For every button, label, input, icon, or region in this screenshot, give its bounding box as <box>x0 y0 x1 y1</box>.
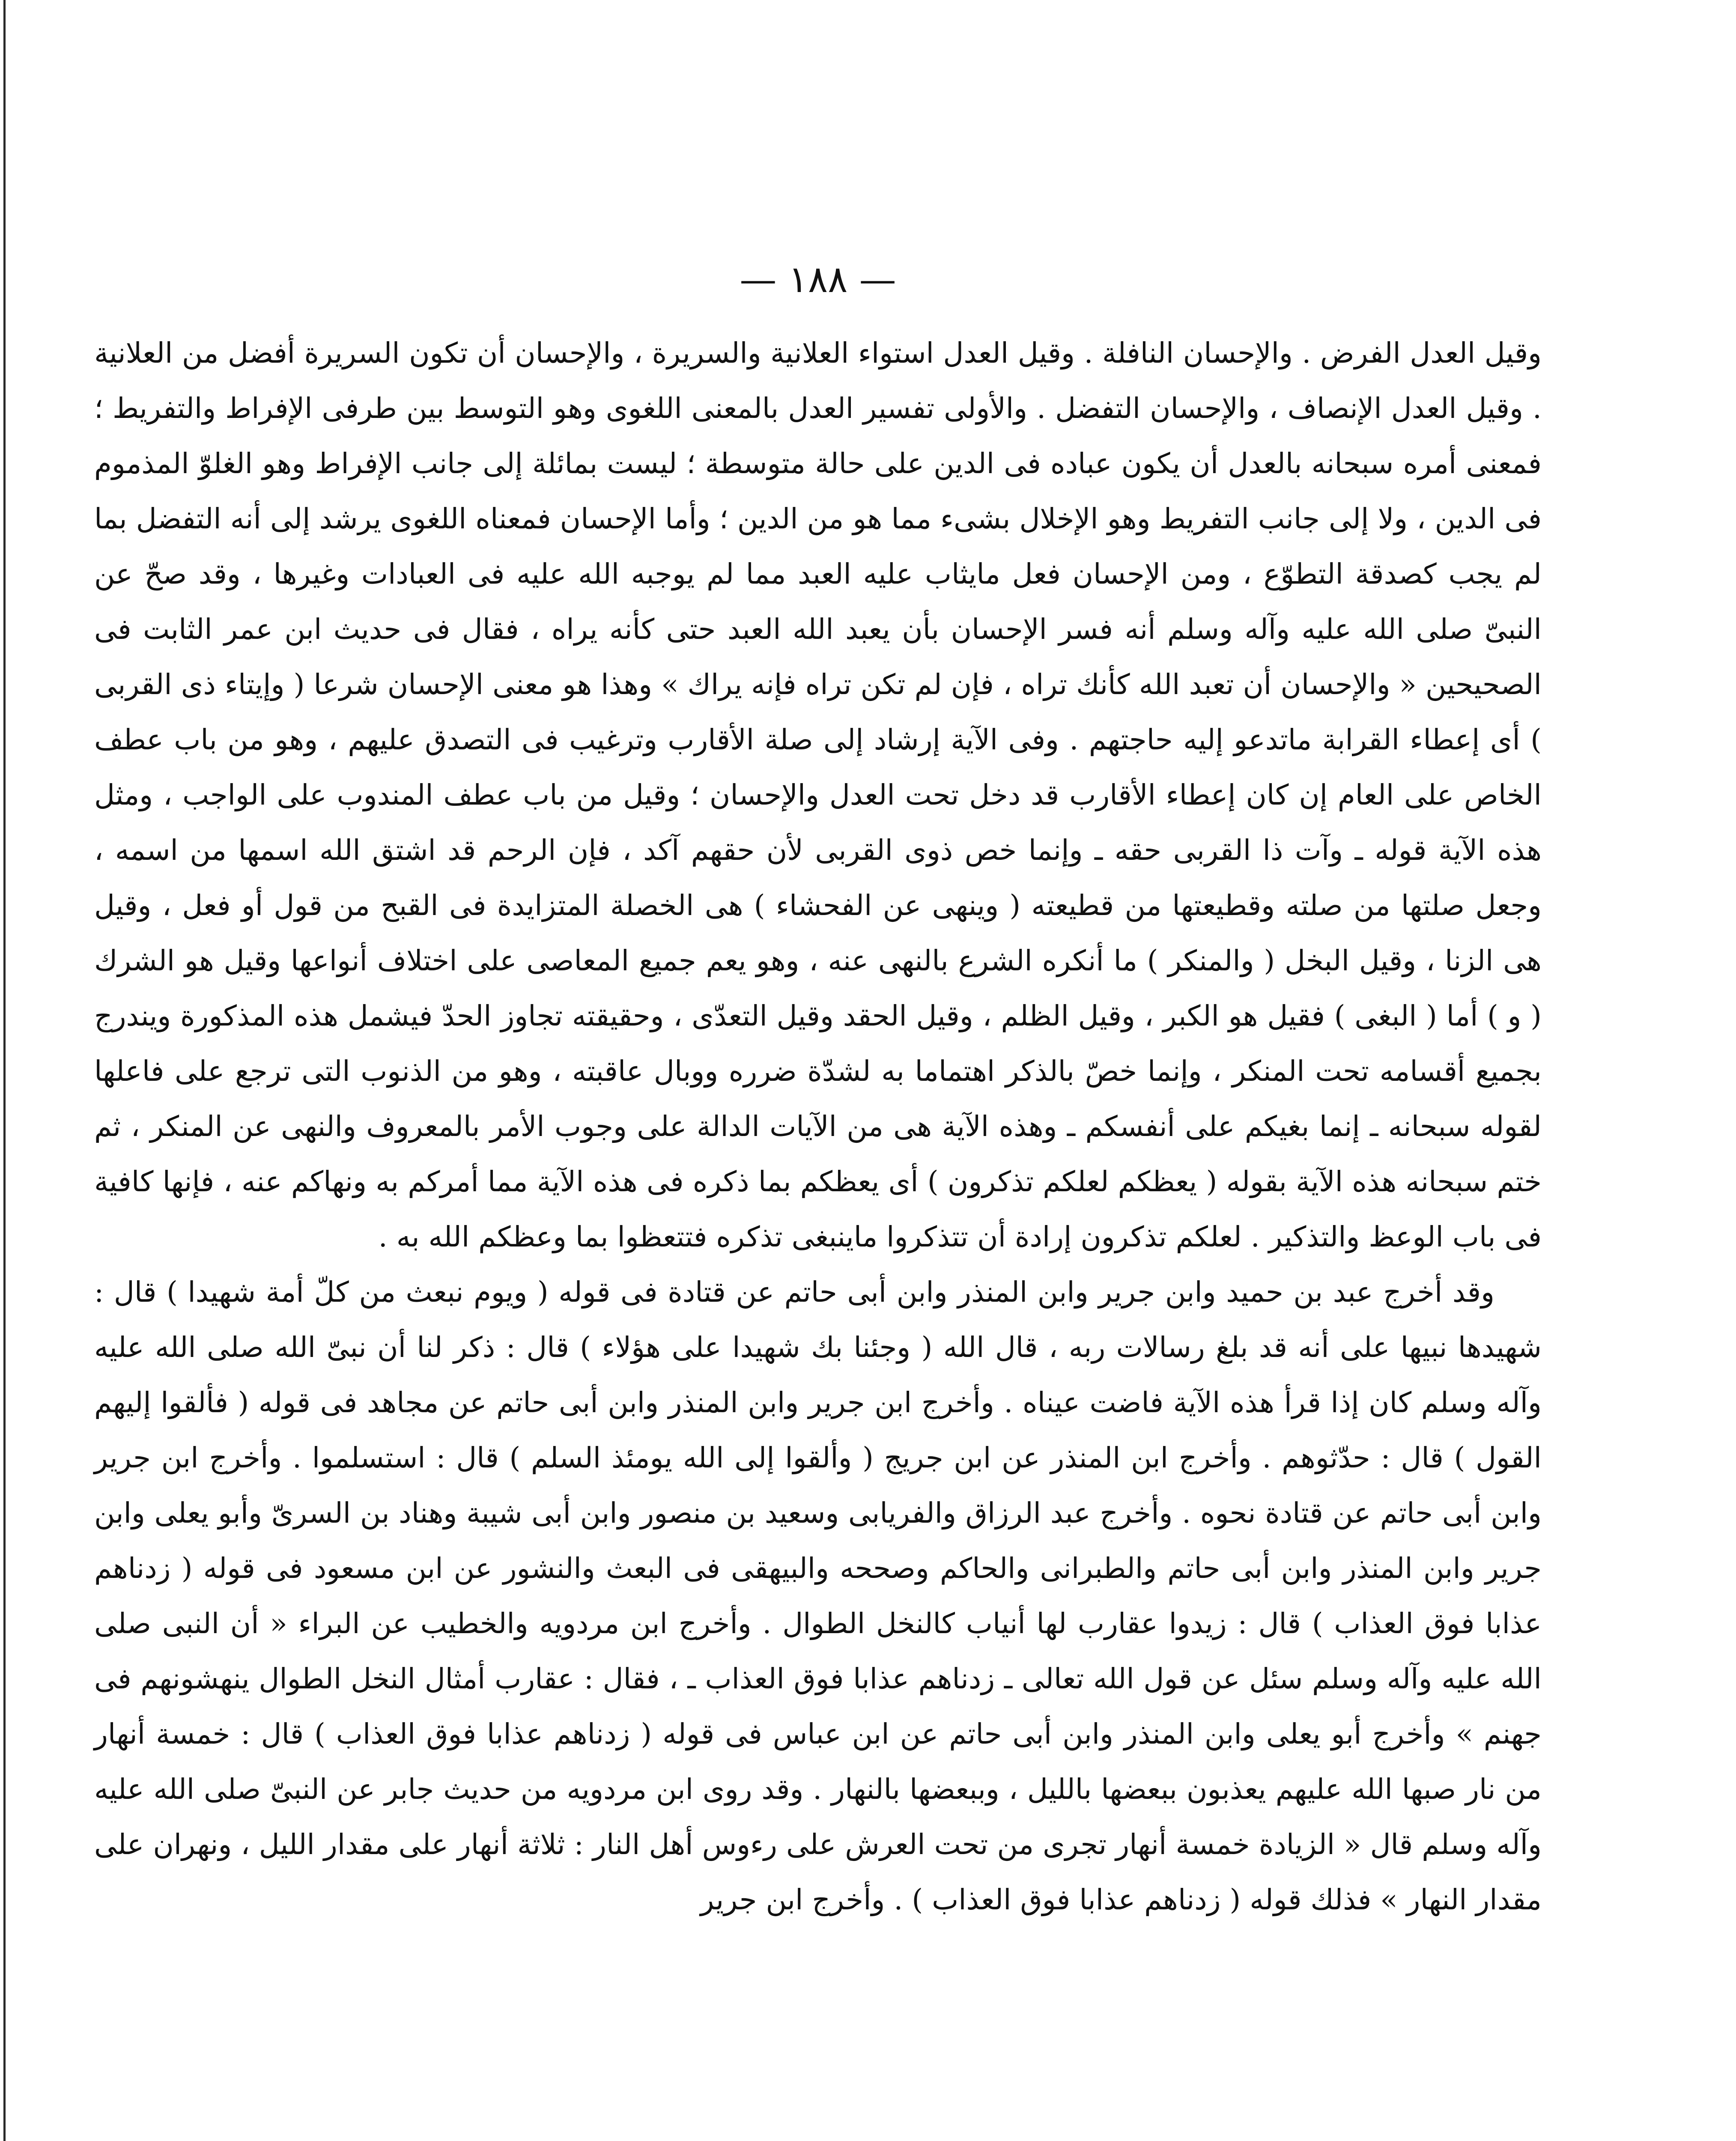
body-text <box>94 325 1542 2141</box>
left-margin-rule <box>3 0 6 2141</box>
book-page <box>94 240 1542 2141</box>
paragraph: وقد أخرج عبد بن حميد وابن جرير وابن المنذر وابن أبى حاتم عن قتادة فى قوله ( ويوم نبعث من كلّ أمة شهيدا ) قال : شهيدها نبيها على أنه قد بلغ رسالات ربه ، قال الله ( وجئنا بك شهيدا على هؤلاء ) قال : ذكر لنا أن نبىّ الله صلى الله عليه وآله وسلم كان إذا قرأ هذه الآية فاضت عيناه . وأخرج ابن جرير وابن المنذر وابن أبى حاتم عن مجاهد فى قوله ( فألقوا إليهم القول ) قال : حدّثوهم . وأخرج ابن المنذر عن ابن جريج ( وألقوا إلى الله يومئذ السلم ) قال : استسلموا . وأخرج ابن جرير وابن أبى حاتم عن قتادة نحوه . وأخرج عبد الرزاق والفريابى وسعيد بن منصور وابن أبى شيبة وهناد بن السرىّ وأبو يعلى وابن جرير وابن المنذر وابن أبى حاتم والطبرانى والحاكم وصححه والبيهقى فى البعث والنشور عن ابن مسعود فى قوله ( زدناهم عذابا فوق العذاب ) قال : زيدوا عقارب لها أنياب كالنخل الطوال . وأخرج ابن مردويه والخطيب عن البراء « أن النبى صلى الله عليه وآله وسلم سئل عن قول الله تعالى ـ زدناهم عذابا فوق العذاب ـ ، فقال : عقارب أمثال النخل الطوال ينهشونهم فى جهنم » وأخرج أبو يعلى وابن المنذر وابن أبى حاتم عن ابن عباس فى قوله ( زدناهم عذابا فوق العذاب ) قال : خمسة أنهار من نار صبها الله عليهم يعذبون ببعضها بالليل ، وببعضها بالنهار . وقد روى ابن مردويه من حديث جابر عن النبىّ صلى الله عليه وآله وسلم قال « الزيادة خمسة أنهار تجرى من تحت العرش على رءوس أهل النار : ثلاثة أنهار على مقدار الليل ، ونهران على مقدار النهار » فذلك قوله ( زدناهم عذابا فوق العذاب ) . وأخرج ابن جرير <box>94 1276 1542 1916</box>
page-number: — ١٨٨ — <box>740 258 896 301</box>
paragraph: وقيل العدل الفرض . والإحسان النافلة . وقيل العدل استواء العلانية والسريرة ، والإحسان أن تكون السريرة أفضل من العلانية . وقيل العدل الإنصاف ، والإحسان التفضل . والأولى تفسير العدل بالمعنى اللغوى وهو التوسط بين طرفى الإفراط والتفريط ؛ فمعنى أمره سبحانه بالعدل أن يكون عباده فى الدين على حالة متوسطة ؛ ليست بمائلة إلى جانب الإفراط وهو الغلوّ المذموم فى الدين ، ولا إلى جانب التفريط وهو الإخلال بشىء مما هو من الدين ؛ وأما الإحسان فمعناه اللغوى يرشد إلى أنه التفضل بما لم يجب كصدقة التطوّع ، ومن الإحسان فعل مايثاب عليه العبد مما لم يوجبه الله عليه فى العبادات وغيرها ، وقد صحّ عن النبىّ صلى الله عليه وآله وسلم أنه فسر الإحسان بأن يعبد الله العبد حتى كأنه يراه ، فقال فى حديث ابن عمر الثابت فى الصحيحين « والإحسان أن تعبد الله كأنك تراه ، فإن لم تكن تراه فإنه يراك » وهذا هو معنى الإحسان شرعا ( وإيتاء ذى القربى ) أى إعطاء القرابة ماتدعو إليه حاجتهم . وفى الآية إرشاد إلى صلة الأقارب وترغيب فى التصدق عليهم ، وهو من باب عطف الخاص على العام إن كان إعطاء الأقارب قد دخل تحت العدل والإحسان ؛ وقيل من باب عطف المندوب على الواجب ، ومثل هذه الآية قوله ـ وآت ذا القربى حقه ـ وإنما خص ذوى القربى لأن حقهم آكد ، فإن الرحم قد اشتق الله اسمها من اسمه ، وجعل صلتها من صلته وقطيعتها من قطيعته ( وينهى عن الفحشاء ) هى الخصلة المتزايدة فى القبح من قول أو فعل ، وقيل هى الزنا ، وقيل البخل ( والمنكر ) ما أنكره الشرع بالنهى عنه ، وهو يعم جميع المعاصى على اختلاف أنواعها وقيل هو الشرك ( و ) أما ( البغى ) فقيل هو الكبر ، وقيل الظلم ، وقيل الحقد وقيل التعدّى ، وحقيقته تجاوز الحدّ فيشمل هذه المذكورة ويندرج بجميع أقسامه تحت المنكر ، وإنما خصّ بالذكر اهتماما به لشدّة ضرره ووبال عاقبته ، وهو من الذنوب التى ترجع على فاعلها لقوله سبحانه ـ إنما بغيكم على أنفسكم ـ وهذه الآية هى من الآيات الدالة على وجوب الأمر بالمعروف والنهى عن المنكر ، ثم ختم سبحانه هذه الآية بقوله ( يعظكم لعلكم تذكرون ) أى يعظكم بما ذكره فى هذه الآية مما أمركم به ونهاكم عنه ، فإنها كافية فى باب الوعظ والتذكير . لعلكم تذكرون إرادة أن تتذكروا ماينبغى تذكره فتتعظوا بما وعظكم الله به . <box>94 337 1542 1253</box>
